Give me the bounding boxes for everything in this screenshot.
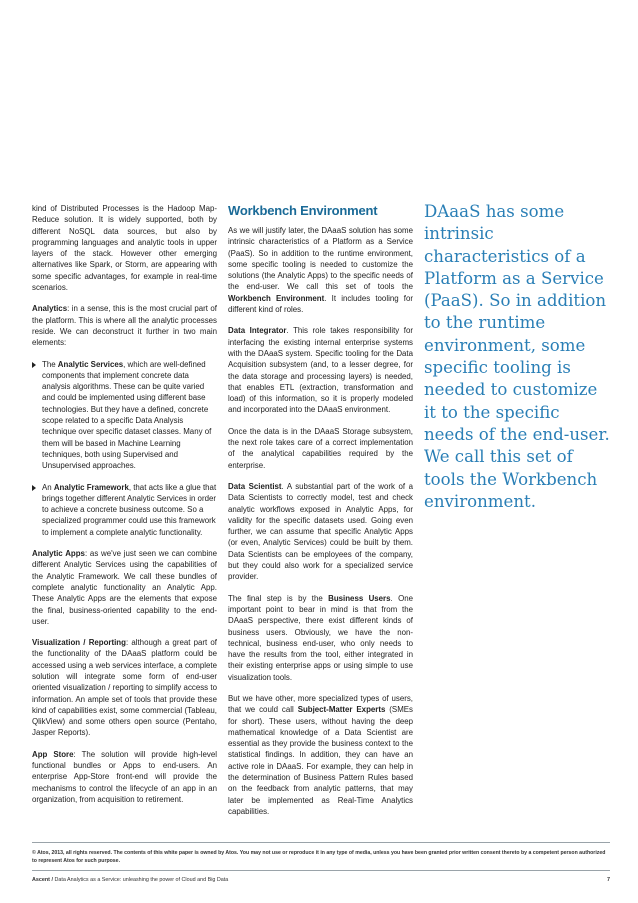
bullet-analytic-services (32, 359, 217, 472)
bullet-analytic-framework (32, 482, 217, 538)
analytic-apps-paragraph (32, 548, 217, 627)
workbench-term: Workbench Environment (228, 293, 325, 303)
sme-term: Subject-Matter Experts (297, 705, 386, 715)
bullet-prefix: The (42, 359, 58, 369)
intro-text: As we will justify later, the DAaaS solution has some intrinsic characteristics of a Platform as a Service (PaaS). So in addition to the runtime environment, some specific tooling is needed to customize the solutions (the Analytic Apps) to the specific needs of the end-user. We call this set of tools the (228, 226, 413, 292)
legal-divider (32, 842, 610, 843)
sme-prefix: But we have other, more specialized types of users, that we could call (228, 693, 413, 715)
footer-brand: Ascent / (32, 877, 55, 883)
data-integrator-paragraph (228, 325, 413, 415)
analytics-term: Analytics (32, 304, 68, 314)
data-scientist-text: . A substantial part of the work of a Data Scientists to correctly model, test and check analytic workflows exposed in Analytic Apps, for validity for the specific datasets used. Going even further, we can assume that specific Analytic Apps (or even, Analytic Services) could be built by them. Data Scientists can be employees of the company, but they could also work for a specialized service provider. (228, 481, 414, 582)
middle-column (228, 203, 413, 827)
page-footer (32, 876, 610, 884)
storage-paragraph: Once the data is in the DAaaS Storage subsystem, the next role takes care of a correct implementation of the analytical capabilities required by the enterprise. (228, 426, 413, 470)
data-scientist-term: Data Scientist (228, 481, 282, 491)
app-store-term: App Store (32, 749, 74, 759)
visualization-text: : although a great part of the functionality of the DAaaS platform could be accessed using a web services interface, a complete solution will integrate some form of end-user oriented visualization / reporting to simplify access to information. An ample set of tools that provide these kind of capabilities exist, some commercial (Tableau, QlikView) and some others open source (Pentaho, Jasper Reports). (32, 638, 218, 738)
workbench-intro-paragraph (228, 225, 413, 315)
visualization-term: Visualization / Reporting (32, 638, 126, 648)
data-scientist-paragraph (228, 481, 413, 583)
analytic-apps-term: Analytic Apps (32, 549, 85, 559)
business-users-text: . One important point to bear in mind is that from the DAaaS perspective, there exist different kinds of business users. Obviously, we have the non-technical, business end-user, who only needs to have the results from the tool, either integrated in their existing enterprise apps or using simple to use visualization tools. (228, 593, 413, 682)
bullet-arrow-icon (32, 485, 36, 491)
left-column (32, 203, 217, 815)
data-integrator-term: Data Integrator (228, 326, 287, 336)
analytics-paragraph (32, 303, 217, 348)
section-heading: Workbench Environment (228, 203, 378, 218)
business-users-paragraph (228, 593, 413, 683)
sme-text: (SMEs for short). These users, without having the deep mathematical knowledge of a Data Scientist are essential as they provide the business context to the statistical findings. In addition, they can have an active role in DAaaS. For example, they can help in the determination of Business Pattern Rules based on the feedback from analytic patterns, that may later be implemented as Real-Time Analytics capabilities. (228, 705, 413, 816)
pull-quote: DAaaS has some intrinsic characteristics of a Platform as a Service (PaaS). So in addition to the runtime environment, some specific tooling is needed to customize it to the specific needs of the end-user. We call this set of tools the Workbench environment. (424, 202, 610, 511)
business-users-prefix: The final step is by the (228, 593, 329, 603)
page-number: 7 (607, 877, 610, 883)
analytic-services-term: Analytic Services (57, 359, 124, 369)
data-integrator-text: . This role takes responsibility for interfacing the existing internal enterprise systems with the DAaaS system. Specific tooling for the Data Acquisition subsystem (and, to a lesser degree, for the data storage and processing layers) is needed, that enables ETL (extraction, transformation and load) of this information, so it is properly modeled and incorporated into the DAaaS environment. (228, 326, 413, 415)
analytic-services-text: , which are well-defined components that implement concrete data analysis algorithms. These can be quite varied and could be implemented using different base technologies. But they have a defined, concrete scope related to a specific Data Analysis technique over specific dataset classes. Many of them will be based in Machine Learning techniques, both using Supervised and Unsupervised approaches. (42, 359, 212, 471)
analytic-framework-text: , that acts like a glue that brings together different Analytic Services in order to achieve a concrete business outcome. So a specialized programmer could use this framework to implement a complete analytic functionality. (42, 482, 217, 537)
hadoop-paragraph: kind of Distributed Processes is the Hadoop Map-Reduce solution. It is widely supported, both by different NoSQL data sources, but also by programming languages and analytic tools in upper layers of the stack. However other emerging alternatives like Spark, or Storm, are appearing with some specific advantages, for example in real-time scenarios. (32, 204, 217, 293)
footer-divider (32, 870, 610, 871)
footer-title: Data Analytics as a Service: unleashing the power of Cloud and Big Data (54, 877, 229, 883)
business-users-term: Business Users (328, 593, 391, 603)
intro-tail: . It includes tooling for different kind of roles. (228, 293, 413, 315)
sme-paragraph (228, 693, 413, 817)
analytics-text: : in a sense, this is the most crucial part of the platform. This is where all the analytic processes reside. We can deconstruct it further in two main elements: (32, 304, 217, 348)
analytic-apps-text: : as we've just seen we can combine different Analytic Services using the capabilities of the Analytic Framework. We call these bundles of complete analytic functionality an Analytic App. These Analytic Apps are the elements that expose the final, business-oriented capability to the end-user. (32, 549, 217, 626)
app-store-paragraph (32, 749, 217, 805)
bullet-prefix: An (42, 482, 54, 492)
bullet-arrow-icon (32, 362, 36, 368)
visualization-paragraph (32, 637, 217, 739)
app-store-text: : The solution will provide high-level functional bundles or Apps to end-users. An enterprise App-Store front-end will provide the mechanisms to control the lifecycle of an app in an organization, from acquisition to retirement. (32, 749, 217, 804)
legal-notice: © Atos, 2013, all rights reserved. The contents of this white paper is owned by Atos. You may not use or reproduce it in any type of media, unless you have been granted prior written consent thereto by a competent person authorized to represent Atos for such purpose. (32, 850, 606, 864)
analytic-framework-term: Analytic Framework (53, 482, 129, 492)
